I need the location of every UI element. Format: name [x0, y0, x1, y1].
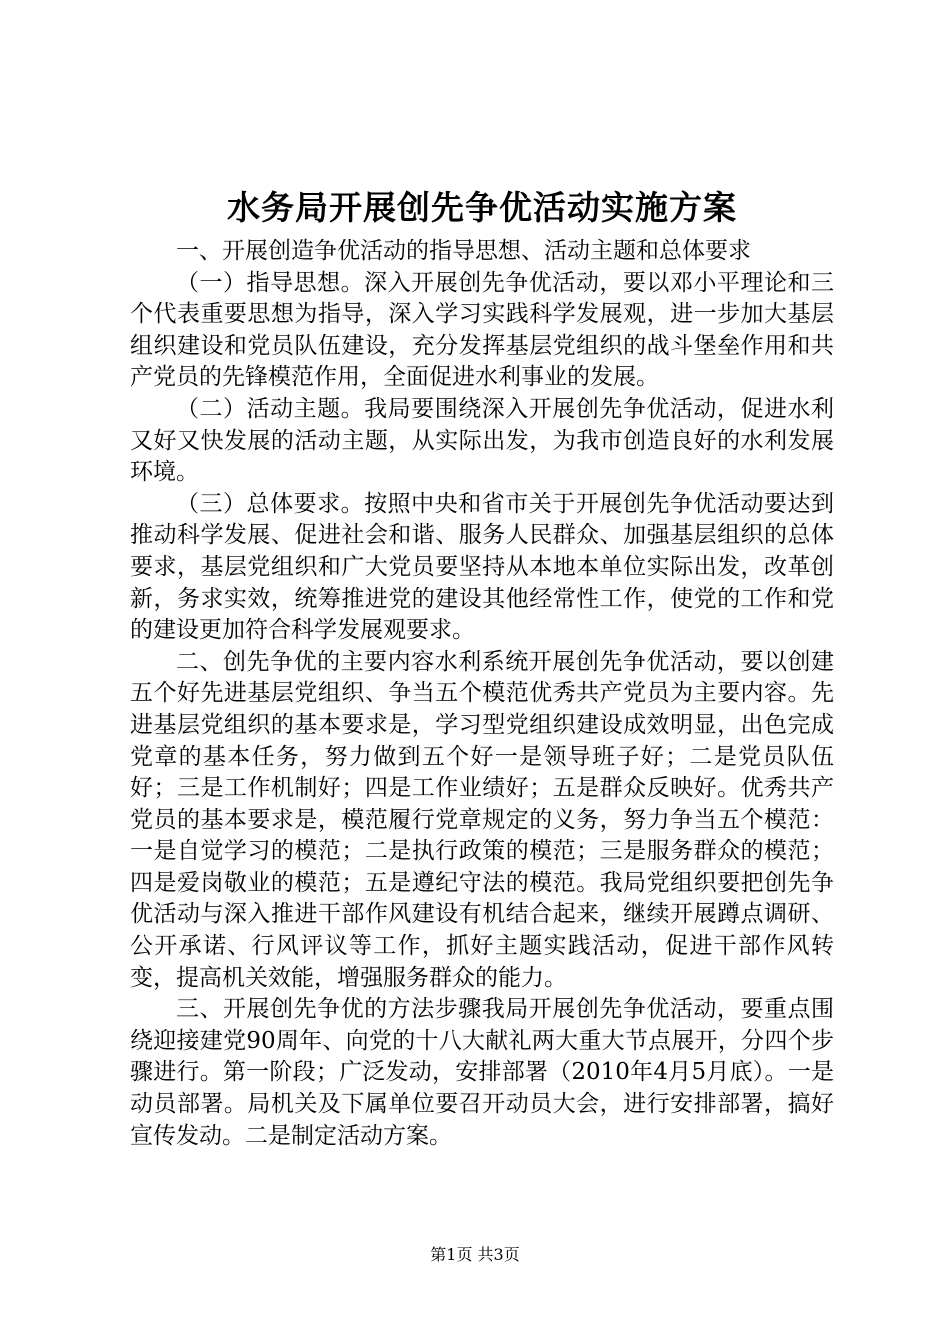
paragraph-activity-theme: （二）活动主题。我局要围绕深入开展创先争优活动，促进水利又好又快发展的活动主题，从实际出发，为我市创造良好的水利发展环境。 [130, 395, 834, 486]
paragraph-main-content: 二、创先争优的主要内容水利系统开展创先争优活动，要以创建五个好先进基层党组织、争当五个模范优秀共产党员为主要内容。先进基层党组织的基本要求是，学习型党组织建设成效明显，出色完成党章的基本任务，努力做到五个好一是领导班子好；二是党员队伍好；三是工作机制好；四是工作业绩好；五是群众反映好。优秀共产党员的基本要求是，模范履行党章规定的义务，努力争当五个模范：一是自觉学习的模范；二是执行政策的模范；三是服务群众的模范；四是爱岗敬业的模范；五是遵纪守法的模范。我局党组织要把创先争优活动与深入推进干部作风建设有机结合起来，继续开展蹲点调研、公开承诺、行风评议等工作，抓好主题实践活动，促进干部作风转变，提高机关效能，增强服务群众的能力。 [130, 648, 834, 991]
document-title: 水务局开展创先争优活动实施方案 [227, 188, 737, 227]
section-heading-1: 一、开展创造争优活动的指导思想、活动主题和总体要求 [176, 238, 751, 264]
paragraph-guiding-thought: （一）指导思想。深入开展创先争优活动，要以邓小平理论和三个代表重要思想为指导，深入学习实践科学发展观，进一步加大基层组织建设和党员队伍建设，充分发挥基层党组织的战斗堡垒作用和共产党员的先锋模范作用，全面促进水利事业的发展。 [130, 269, 834, 391]
paragraph-methods-steps: 三、开展创先争优的方法步骤我局开展创先争优活动，要重点围绕迎接建党90周年、向党的十八大献礼两大重大节点展开，分四个步骤进行。第一阶段；广泛发动，安排部署（2010年4月5月底）。一是动员部署。局机关及下属单位要召开动员大会，进行安排部署，搞好宣传发动。二是制定活动方案。 [130, 996, 834, 1149]
paragraph-overall-requirements: （三）总体要求。按照中央和省市关于开展创先争优活动要达到推动科学发展、促进社会和谐、服务人民群众、加强基层组织的总体要求，基层党组织和广大党员要坚持从本地本单位实际出发，改革创新，务求实效，统筹推进党的建设其他经常性工作，使党的工作和党的建设更加符合科学发展观要求。 [130, 490, 834, 644]
document-page [130, 184, 834, 1152]
page-footer: 第1页 共3页 [430, 1245, 520, 1264]
